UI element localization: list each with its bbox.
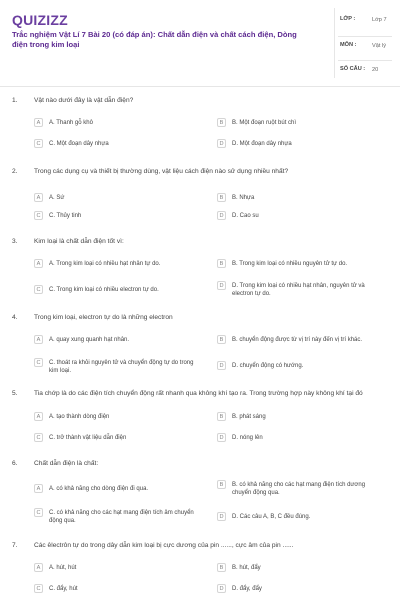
option-text: C. Một đoạn dây nhựa bbox=[49, 141, 109, 147]
option-text: B. phát sáng bbox=[232, 414, 266, 420]
header-bottom-divider bbox=[0, 86, 400, 87]
option-d[interactable] bbox=[217, 361, 387, 373]
option-a[interactable] bbox=[34, 484, 204, 496]
option-c[interactable] bbox=[34, 508, 204, 524]
question-text: Trong các dụng cụ và thiết bị thường dùng, vật liệu cách điện nào sử dụng nhiều nhất? bbox=[34, 168, 289, 175]
option-letter-box: B bbox=[217, 193, 226, 202]
option-c[interactable] bbox=[34, 211, 204, 223]
option-text: D. Một đoạn dây nhựa bbox=[232, 141, 292, 147]
option-text: B. hút, đẩy bbox=[232, 565, 261, 571]
option-d[interactable] bbox=[217, 433, 387, 445]
option-letter-box: A bbox=[34, 193, 43, 202]
option-text: A. Thanh gỗ khô bbox=[49, 120, 93, 126]
question-item bbox=[0, 97, 400, 157]
option-d[interactable] bbox=[217, 512, 387, 524]
option-d[interactable] bbox=[217, 584, 387, 596]
option-text: C. có khả năng cho các hạt mang điện tích âm chuyển động qua. bbox=[49, 510, 194, 524]
option-letter-box: C bbox=[34, 508, 43, 517]
question-item bbox=[0, 168, 400, 228]
question-item bbox=[0, 542, 400, 600]
question-text: Chất dẫn điện là chất: bbox=[34, 460, 99, 467]
option-text: A. tạo thành dòng điện bbox=[49, 414, 110, 420]
option-c[interactable] bbox=[34, 285, 204, 297]
option-b[interactable] bbox=[217, 335, 387, 347]
option-text: B. Nhựa bbox=[232, 195, 255, 201]
header-divider bbox=[334, 8, 335, 78]
option-letter-box: B bbox=[217, 335, 226, 344]
option-d[interactable] bbox=[217, 281, 387, 297]
question-count-value: 20 bbox=[372, 67, 379, 73]
option-b[interactable] bbox=[217, 412, 387, 424]
option-text: A. Sứ bbox=[49, 195, 65, 201]
option-a[interactable] bbox=[34, 335, 204, 347]
question-text: Các êlectrôn tự do trong dây dẫn kim loại bị cực dương của pin ......, cực âm của pin ...... bbox=[34, 542, 294, 549]
question-number: 4. bbox=[12, 314, 18, 321]
option-b[interactable] bbox=[217, 193, 387, 205]
meta-divider bbox=[338, 60, 392, 61]
option-text: D. đẩy, đẩy bbox=[232, 586, 262, 592]
option-c[interactable] bbox=[34, 139, 204, 151]
option-c[interactable] bbox=[34, 433, 204, 445]
question-text: Tia chớp là do các điện tích chuyển động rất nhanh qua không khí tạo ra. Trong trường hợp này không khí tại đó bbox=[34, 390, 363, 397]
option-text: B. Trong kim loại có nhiều nguyên tử tự do. bbox=[232, 261, 348, 267]
option-text: C. trở thành vật liệu dẫn điện bbox=[49, 435, 127, 441]
option-letter-box: C bbox=[34, 211, 43, 220]
option-letter-box: D bbox=[217, 281, 226, 290]
option-letter-box: D bbox=[217, 584, 226, 593]
option-text: D. nóng lên bbox=[232, 435, 263, 441]
option-text: A. hút, hút bbox=[49, 565, 77, 571]
option-b[interactable] bbox=[217, 480, 387, 496]
question-item bbox=[0, 390, 400, 450]
option-letter-box: C bbox=[34, 433, 43, 442]
option-letter-box: A bbox=[34, 412, 43, 421]
option-letter-box: A bbox=[34, 118, 43, 127]
option-letter-box: B bbox=[217, 563, 226, 572]
option-a[interactable] bbox=[34, 259, 204, 271]
question-number: 2. bbox=[12, 168, 18, 175]
question-number: 1. bbox=[12, 97, 18, 104]
option-text: D. chuyển động có hướng. bbox=[232, 363, 304, 369]
option-letter-box: D bbox=[217, 139, 226, 148]
option-a[interactable] bbox=[34, 118, 204, 130]
question-text: Trong kim loại, electron tự do là những electron bbox=[34, 314, 173, 321]
option-text: C. Thủy tinh bbox=[49, 213, 82, 219]
option-text: A. có khả năng cho dòng điện đi qua. bbox=[49, 486, 149, 492]
option-letter-box: B bbox=[217, 412, 226, 421]
option-text: D. Cao su bbox=[232, 213, 259, 219]
question-number: 5. bbox=[12, 390, 18, 397]
option-text: B. Một đoạn ruột bút chì bbox=[232, 120, 297, 126]
option-c[interactable] bbox=[34, 584, 204, 596]
option-b[interactable] bbox=[217, 118, 387, 130]
option-letter-box: D bbox=[217, 361, 226, 370]
worksheet-title: Trắc nghiệm Vật Lí 7 Bài 20 (có đáp án): Chất dẫn điện và chất cách điện, Dòng điện trong kim loại bbox=[12, 30, 297, 49]
option-letter-box: C bbox=[34, 584, 43, 593]
option-b[interactable] bbox=[217, 259, 387, 271]
option-a[interactable] bbox=[34, 563, 204, 575]
option-letter-box: C bbox=[34, 358, 43, 367]
question-text: Vật nào dưới đây là vật dẫn điện? bbox=[34, 97, 134, 104]
question-number: 3. bbox=[12, 238, 18, 245]
subject-label: MÔN : bbox=[340, 42, 357, 48]
option-text: D. Các câu A, B, C đều đúng. bbox=[232, 514, 311, 520]
option-text: D. Trong kim loại có nhiều hạt nhân, nguyên tử và electron tự do. bbox=[232, 283, 365, 297]
question-item bbox=[0, 460, 400, 532]
option-letter-box: C bbox=[34, 139, 43, 148]
option-d[interactable] bbox=[217, 139, 387, 151]
question-count-label: SỐ CÂU : bbox=[340, 66, 366, 72]
question-item bbox=[0, 314, 400, 380]
option-letter-box: A bbox=[34, 563, 43, 572]
class-label: LỚP : bbox=[340, 16, 356, 22]
question-text: Kim loại là chất dẫn điện tốt vì: bbox=[34, 238, 124, 245]
option-text: C. đẩy, hút bbox=[49, 586, 78, 592]
option-a[interactable] bbox=[34, 193, 204, 205]
subject-value: Vật lý bbox=[372, 43, 386, 49]
quizizz-logo: QUIZIZZ bbox=[12, 12, 68, 28]
class-value: Lớp 7 bbox=[372, 17, 387, 23]
option-letter-box: C bbox=[34, 285, 43, 294]
option-b[interactable] bbox=[217, 563, 387, 575]
option-text: C. thoát ra khỏi nguyên tử và chuyển động tự do trong kim loại. bbox=[49, 360, 194, 374]
option-letter-box: A bbox=[34, 259, 43, 268]
option-text: A. Trong kim loại có nhiều hạt nhân tự do. bbox=[49, 261, 161, 267]
option-letter-box: B bbox=[217, 118, 226, 127]
option-text: B. có khả năng cho các hạt mang điện tích dương chuyển động qua. bbox=[232, 482, 366, 496]
option-text: A. quay xung quanh hạt nhân. bbox=[49, 337, 130, 343]
option-letter-box: B bbox=[217, 259, 226, 268]
question-number: 6. bbox=[12, 460, 18, 467]
question-item bbox=[0, 238, 400, 304]
meta-divider bbox=[338, 36, 392, 37]
option-c[interactable] bbox=[34, 358, 204, 374]
option-a[interactable] bbox=[34, 412, 204, 424]
option-letter-box: A bbox=[34, 484, 43, 493]
option-text: B. chuyển động được từ vị trí này đến vị trí khác. bbox=[232, 337, 363, 343]
worksheet-header bbox=[0, 0, 400, 86]
option-letter-box: A bbox=[34, 335, 43, 344]
option-d[interactable] bbox=[217, 211, 387, 223]
option-letter-box: B bbox=[217, 480, 226, 489]
option-letter-box: D bbox=[217, 512, 226, 521]
question-number: 7. bbox=[12, 542, 18, 549]
option-letter-box: D bbox=[217, 433, 226, 442]
option-letter-box: D bbox=[217, 211, 226, 220]
option-text: C. Trong kim loại có nhiều electron tự do. bbox=[49, 287, 159, 293]
